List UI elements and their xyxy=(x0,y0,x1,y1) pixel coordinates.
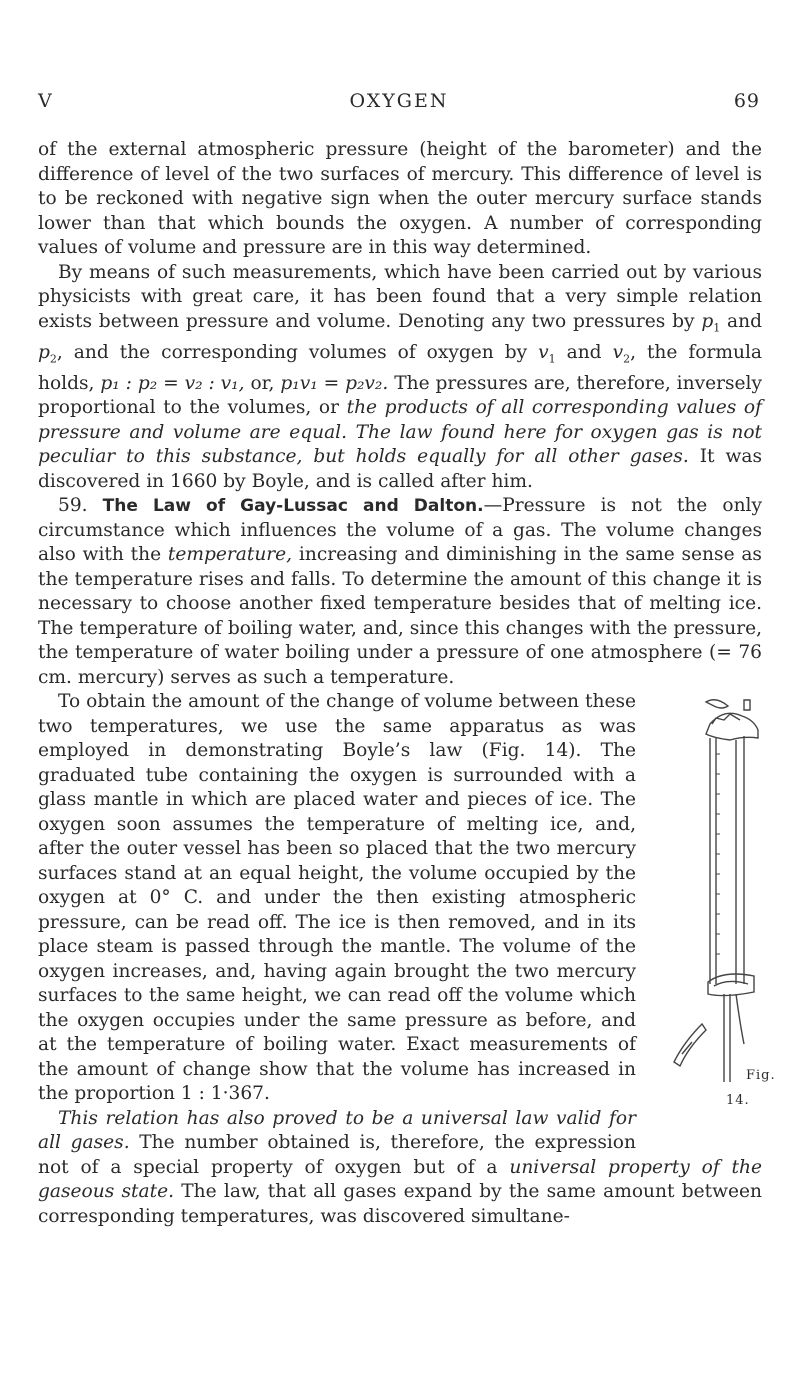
section-title: The Law of Gay-Lussac and Dalton. xyxy=(102,496,484,517)
section-number: 59. xyxy=(58,495,88,517)
running-title: OXYGEN xyxy=(349,90,449,112)
section-59: 59. The Law of Gay-Lussac and Dalton.—Pressure is not the only circumstance which influences the volume of a gas. The volume changes also with the temperature, increasing and diminishing in the same sense as the temperature rises and falls. To determine the amount of this change it is necessary to choose another fixed temperature besides that of melting ice. The temperature of boiling water, and, since this changes with the pressure, the temperature of water boiling under a pressure of one atmosphere (= 76 cm. mercury) serves as such a temperature. xyxy=(38,495,762,688)
paragraph-boyle: By means of such measurements, which have been carried out by various physicists with great care, it has been found that a very simple relation exists between pressure and volume. Denoting any two pressures by $p_1$ and $p_2$, and the corresponding volumes of oxygen by $v_1$ and $v_2$, the formula holds, p₁ : p₂ = v₂ : v₁, or, p₁v₁ = p₂v₂. The pressures are, therefore, inversely proportional to the volumes, or the products of all corresponding values of pressure and volume are equal. The law found here for oxygen gas is not peculiar to this substance, but holds equally for all other gases. It was discovered in 1660 by Boyle, and is called after him. xyxy=(38,261,762,492)
paragraph-universal-law: This relation has also proved to be a universal law valid for all gases. The number obtained is, therefore, the expression not of a special property of oxygen but of a universal property of the gaseous state. The law, that all gases expand by the same amount between corresponding temperatures, was discovered simultane- xyxy=(38,1107,762,1227)
page-header xyxy=(38,90,760,120)
figure-caption: Fig. 14. xyxy=(726,1068,776,1108)
page-number: 69 xyxy=(733,90,760,112)
formula-ratio: p₁ : p₂ = v₂ : v₁, xyxy=(100,372,245,394)
formula-product: p₁v₁ = p₂v₂. xyxy=(280,372,389,394)
chapter-number: V xyxy=(38,90,53,112)
figure-14 xyxy=(644,694,776,1139)
paragraph-1: of the external atmospheric pressure (height of the barometer) and the difference of level of the two surfaces of mercury. This difference of level is to be reckoned with negative sign when the outer mercury surface stands lower than that which bounds the oxygen. A number of corresponding values of volume and pressure are in this way determined. xyxy=(38,139,762,258)
paragraph-apparatus: Fig. 14. To obtain the amount of the change of volume between these two temperatures, we use the same apparatus as was employed in demonstrating Boyle’s law (Fig. 14). The graduated tube containing the oxygen is surrounded with a glass mantle in which are placed water and pieces of ice. The oxygen soon assumes the temperature of melting ice, and, after the outer vessel has been so placed that the two mercury surfaces stand at an equal height, the volume occupied by the oxygen at 0° C. and under the then existing atmospheric pressure, can be read off. The ice is then removed, and in its place steam is passed through the mantle. The volume of the oxygen increases, and, having again brought the two mercury surfaces to the same height, we can read off the volume which the oxygen occupies under the same pressure as before, and at the temperature of boiling water. Exact measurements of the amount of change show that the volume has increased in the proportion 1 : 1·367. xyxy=(38,690,762,1107)
body-text xyxy=(38,138,776,1229)
